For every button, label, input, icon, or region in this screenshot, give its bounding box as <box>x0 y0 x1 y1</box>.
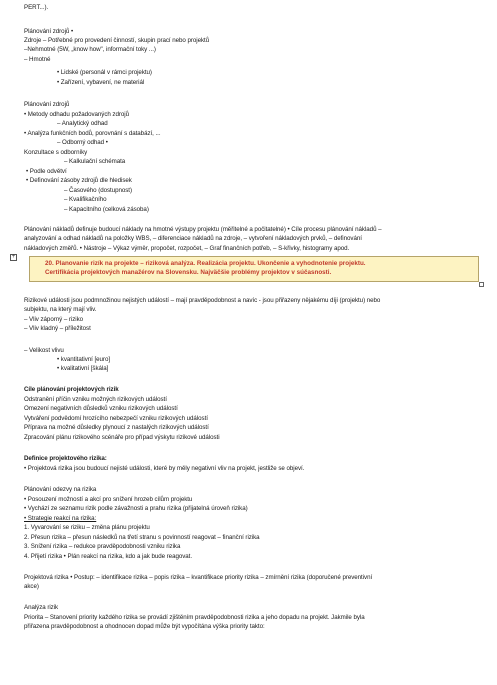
paragraph-line: přiřazena pravděpodobnost a ohodnocen dopad může být vypočítána výška priority takto: <box>24 623 265 630</box>
paragraph-line: akce) <box>24 583 39 590</box>
text-line: – Hmotné <box>24 56 51 63</box>
list-item: – Kvalifikačního <box>64 196 107 203</box>
text-line: Omezení negativních důsledků vzniku rizikových událostí <box>24 405 178 412</box>
list-item: • kvantitativní [euro] <box>57 356 110 363</box>
list-item: • Posouzení možností a akcí pro snížení hrozeb cílům projektu <box>24 496 193 503</box>
paragraph-line: Priorita – Stanovení priority každého rizika se provádí zjištěním pravděpodobnosti rizika a jeho dopadu na projekt. Jakmile byla <box>24 614 365 621</box>
list-item: – Velikost vlivu <box>24 347 64 354</box>
list-item: • Podle odvětví <box>26 168 67 175</box>
list-item: • Metody odhadu požadovaných zdrojů <box>24 111 129 118</box>
highlighted-heading-box <box>29 256 479 282</box>
list-item: – Vliv záporný – riziko <box>24 316 84 323</box>
list-item: • Analýza funkčních bodů, porovnání s databází, ... <box>24 130 161 137</box>
list-item: 4. Přijetí rizika • Plán reakcí na rizika, kdo a jak bude reagovat. <box>24 553 193 560</box>
paragraph-line: subjektu, na který mají vliv. <box>24 306 97 313</box>
highlighted-heading-line: 20. Planovanie rizík na projekte – riziková analýza. Realizácia projektu. Ukončenie a vyhodnotenie projektu. <box>45 260 366 267</box>
text-line: PERT...). <box>24 4 49 11</box>
text-line: Příprava na možné důsledky plynoucí z nastalých rizikových událostí <box>24 424 209 431</box>
list-item: – Časového (dostupnost) <box>64 187 132 194</box>
section-heading: Definice projektového rizika: <box>24 455 107 462</box>
paragraph-line: Projektová rizika • Postup: – identifikace rizika – popis rizika – kvantifikace priority rizika – zmírnění rizika (doporučené preventivní <box>24 574 373 581</box>
section-heading: Plánování zdrojů <box>24 101 70 108</box>
section-heading: Plánování zdrojů • <box>24 28 74 35</box>
list-item: – Vliv kladný – příležitost <box>24 325 91 332</box>
list-item: • Strategie reakcí na rizika: <box>24 515 97 522</box>
list-item: • Vychází ze seznamu rizik podle závažnosti a prahu rizika (přijatelná úroveň rizika) <box>24 505 248 512</box>
text-line: Vytváření podvědomí hrozícího nebezpečí vzniku rizikových událostí <box>24 415 208 422</box>
list-item: – Odborný odhad • <box>57 139 108 146</box>
list-item: – Kalkulační schémata <box>64 158 126 165</box>
list-item: 1. Vyvarování se riziku – změna plánu projektu <box>24 524 150 531</box>
section-heading: Analýza rizik <box>24 604 59 611</box>
paragraph-line: analyzování a odhad nákladů na položky WBS, – diferenciace nákladů na zdroje, – vytvoření nákladových prvků, – definování <box>24 235 362 242</box>
text-line: Zpracování plánu rizikového scénáře pro případ výskytu rizikové události <box>24 434 220 441</box>
section-heading: Plánování odezvy na rizika <box>24 486 97 493</box>
list-item: • Definování zásoby zdrojů dle hledisek <box>26 177 132 184</box>
list-item: – Analytický odhad <box>57 120 108 127</box>
paragraph-line: nákladových změřů. • Nástroje – Výkaz výměr, propočet, rozpočet, – Graf finančních potřeb, – S-křivky, histogramy apod. <box>24 245 350 252</box>
text-line: Odstranění příčin vzniku možných rizikových událostí <box>24 396 167 403</box>
list-item: 3. Snížení rizika – redukce pravděpodobnosti vzniku rizika <box>24 543 181 550</box>
highlighted-heading-line: Certifikácia projektových manažérov na Slovensku. Najväčšie problémy projektov v súčasnosti. <box>45 269 332 276</box>
list-item: • Zařízení, vybavení, ne materiál <box>57 79 145 86</box>
section-heading: Cíle plánování projektových rizik <box>24 386 119 393</box>
list-item: 2. Přesun rizika – přesun následků na třetí stranu s povinností reagovat – finanční rizika <box>24 534 260 541</box>
move-handle-icon[interactable]: + <box>11 254 16 260</box>
text-line: • Projektová rizika jsou budoucí nejisté události, které by měly negativní vliv na projekt, jestliže se objeví. <box>24 465 305 472</box>
paragraph-line: Rizikové události jsou podmnožinou nejistých událostí – mají pravděpodobnost a navíc - jsou přiřazeny nějakému díji (projektu) nebo <box>24 297 381 304</box>
text-line: Zdroje – Potřebné pro provedení činností, skupin prací nebo projektů <box>24 37 210 44</box>
list-item: – Kapacitního (celková zásoba) <box>64 206 149 213</box>
paragraph-line: Plánování nákladů definuje budoucí náklady na hmotné výstupy projektu (měřitelné a počitatelné) • Cíle procesu plánování nákladů – <box>24 226 382 233</box>
list-item: • Lidské (personál v rámci projektu) <box>57 69 152 76</box>
text-line: Konzultace s odborníky <box>24 149 88 156</box>
list-item: • kvalitativní [škála] <box>57 365 109 372</box>
text-line: –Nehmotné (5W, „know how", informační toky ...) <box>24 46 156 53</box>
resize-handle-icon[interactable] <box>479 282 484 287</box>
